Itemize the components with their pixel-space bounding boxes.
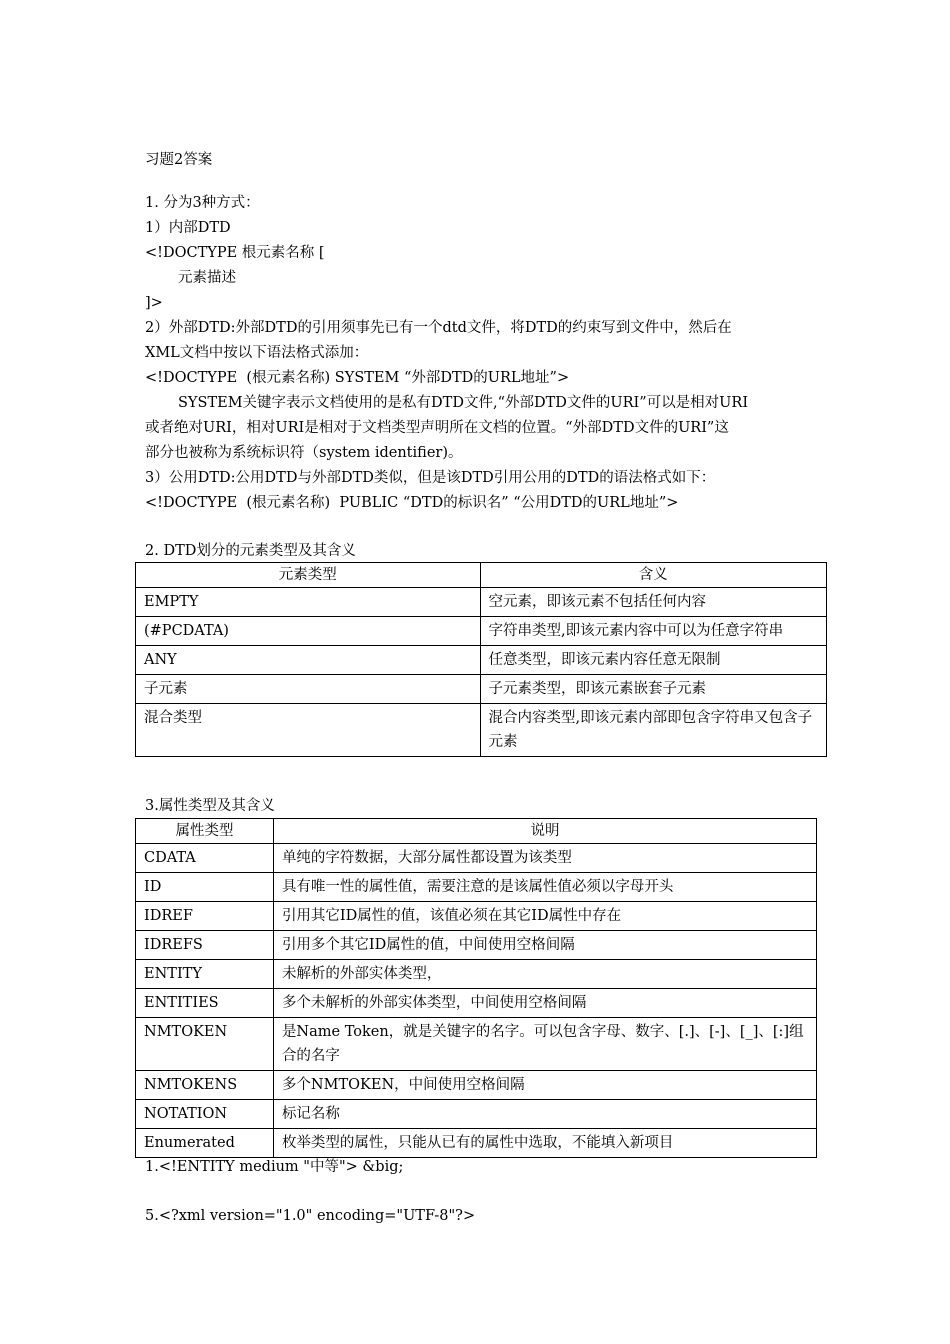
table-row bbox=[136, 989, 817, 1018]
table-row bbox=[136, 1018, 817, 1071]
table-cell: NMTOKEN bbox=[136, 1018, 274, 1071]
table-row bbox=[136, 844, 817, 873]
table-row bbox=[136, 1100, 817, 1129]
table-cell: 标记名称 bbox=[273, 1100, 816, 1129]
table-cell: NOTATION bbox=[136, 1100, 274, 1129]
answer-1: 1.<!ENTITY medium "中等"> &big; bbox=[145, 1159, 404, 1175]
table-cell: ANY bbox=[136, 646, 481, 675]
attribute-type-table bbox=[135, 818, 817, 1158]
table-cell: 具有唯一性的属性值，需要注意的是该属性值必须以字母开头 bbox=[273, 873, 816, 902]
table-row bbox=[136, 617, 827, 646]
table-row bbox=[136, 902, 817, 931]
table-cell: 枚举类型的属性，只能从已有的属性中选取，不能填入新项目 bbox=[273, 1129, 816, 1158]
table-cell: NMTOKENS bbox=[136, 1071, 274, 1100]
q1-public-line: 3）公用DTD:公用DTD与外部DTD类似，但是该DTD引用公用的DTD的语法格式如下： bbox=[145, 470, 716, 486]
q1-external-syntax: <!DOCTYPE (根元素名称) SYSTEM “外部DTD的URL地址”> bbox=[145, 370, 570, 386]
q1-public-syntax: <!DOCTYPE (根元素名称) PUBLIC “DTD的标识名” “公用DTD的URL地址”> bbox=[145, 495, 679, 511]
table-cell: 混合内容类型,即该元素内部即包含字符串又包含子元素 bbox=[480, 704, 826, 757]
q1-internal-syntax-body: 元素描述 bbox=[178, 270, 236, 286]
table-header-cell: 说明 bbox=[273, 819, 816, 844]
table-row bbox=[136, 931, 817, 960]
element-type-table bbox=[135, 562, 827, 757]
q2-heading: 2. DTD划分的元素类型及其含义 bbox=[145, 543, 356, 559]
table-row bbox=[136, 704, 827, 757]
table-cell: 引用多个其它ID属性的值，中间使用空格间隔 bbox=[273, 931, 816, 960]
answer-5: 5.<?xml version="1.0" encoding="UTF-8"?> bbox=[145, 1208, 476, 1224]
table-cell: 空元素，即该元素不包括任何内容 bbox=[480, 588, 826, 617]
table-cell: 子元素 bbox=[136, 675, 481, 704]
table-row bbox=[136, 960, 817, 989]
table-cell: 单纯的字符数据，大部分属性都设置为该类型 bbox=[273, 844, 816, 873]
doc-title: 习题2答案 bbox=[145, 152, 213, 168]
table-cell: 子元素类型，即该元素嵌套子元素 bbox=[480, 675, 826, 704]
table-cell: (#PCDATA) bbox=[136, 617, 481, 646]
q1-system-line-2: 或者绝对URI，相对URI是相对于文档类型声明所在文档的位置。“外部DTD文件的URI”这 bbox=[145, 420, 729, 436]
table-cell: 混合类型 bbox=[136, 704, 481, 757]
table-cell: 引用其它ID属性的值，该值必须在其它ID属性中存在 bbox=[273, 902, 816, 931]
table-cell: CDATA bbox=[136, 844, 274, 873]
q1-internal-heading: 1）内部DTD bbox=[145, 220, 231, 236]
q1-external-line-2: XML文档中按以下语法格式添加： bbox=[145, 345, 369, 361]
table-cell: 多个NMTOKEN，中间使用空格间隔 bbox=[273, 1071, 816, 1100]
q1-heading: 1. 分为3种方式： bbox=[145, 195, 260, 211]
q1-internal-syntax-open: <!DOCTYPE 根元素名称 [ bbox=[145, 245, 325, 261]
table-cell: 是Name Token，就是关键字的名字。可以包含字母、数字、[.]、[-]、[_]、[:]组合的名字 bbox=[273, 1018, 816, 1071]
table-cell: 字符串类型,即该元素内容中可以为任意字符串 bbox=[480, 617, 826, 646]
table-cell: IDREF bbox=[136, 902, 274, 931]
table-row bbox=[136, 675, 827, 704]
table-cell: IDREFS bbox=[136, 931, 274, 960]
table-header-cell: 元素类型 bbox=[136, 563, 481, 588]
table-header-cell: 含义 bbox=[480, 563, 826, 588]
table-row bbox=[136, 873, 817, 902]
table-row bbox=[136, 646, 827, 675]
table-row bbox=[136, 1129, 817, 1158]
table-cell: ENTITIES bbox=[136, 989, 274, 1018]
table-cell: 任意类型，即该元素内容任意无限制 bbox=[480, 646, 826, 675]
table-cell: 多个未解析的外部实体类型，中间使用空格间隔 bbox=[273, 989, 816, 1018]
table-cell: Enumerated bbox=[136, 1129, 274, 1158]
table-header-cell: 属性类型 bbox=[136, 819, 274, 844]
q1-system-line-1: SYSTEM关键字表示文档使用的是私有DTD文件,“外部DTD文件的URI”可以是相对URI bbox=[178, 395, 749, 411]
q1-system-line-3: 部分也被称为系统标识符（system identifier)。 bbox=[145, 445, 463, 461]
table-header-row bbox=[136, 819, 817, 844]
q3-heading: 3.属性类型及其含义 bbox=[145, 798, 275, 814]
table-cell: 未解析的外部实体类型， bbox=[273, 960, 816, 989]
table-cell: ID bbox=[136, 873, 274, 902]
table-row bbox=[136, 1071, 817, 1100]
table-row bbox=[136, 588, 827, 617]
table-cell: ENTITY bbox=[136, 960, 274, 989]
q1-external-line-1: 2）外部DTD:外部DTD的引用须事先已有一个dtd文件，将DTD的约束写到文件中，然后在 bbox=[145, 320, 732, 336]
table-cell: EMPTY bbox=[136, 588, 481, 617]
q1-internal-syntax-close: ]> bbox=[145, 295, 163, 311]
table-header-row bbox=[136, 563, 827, 588]
